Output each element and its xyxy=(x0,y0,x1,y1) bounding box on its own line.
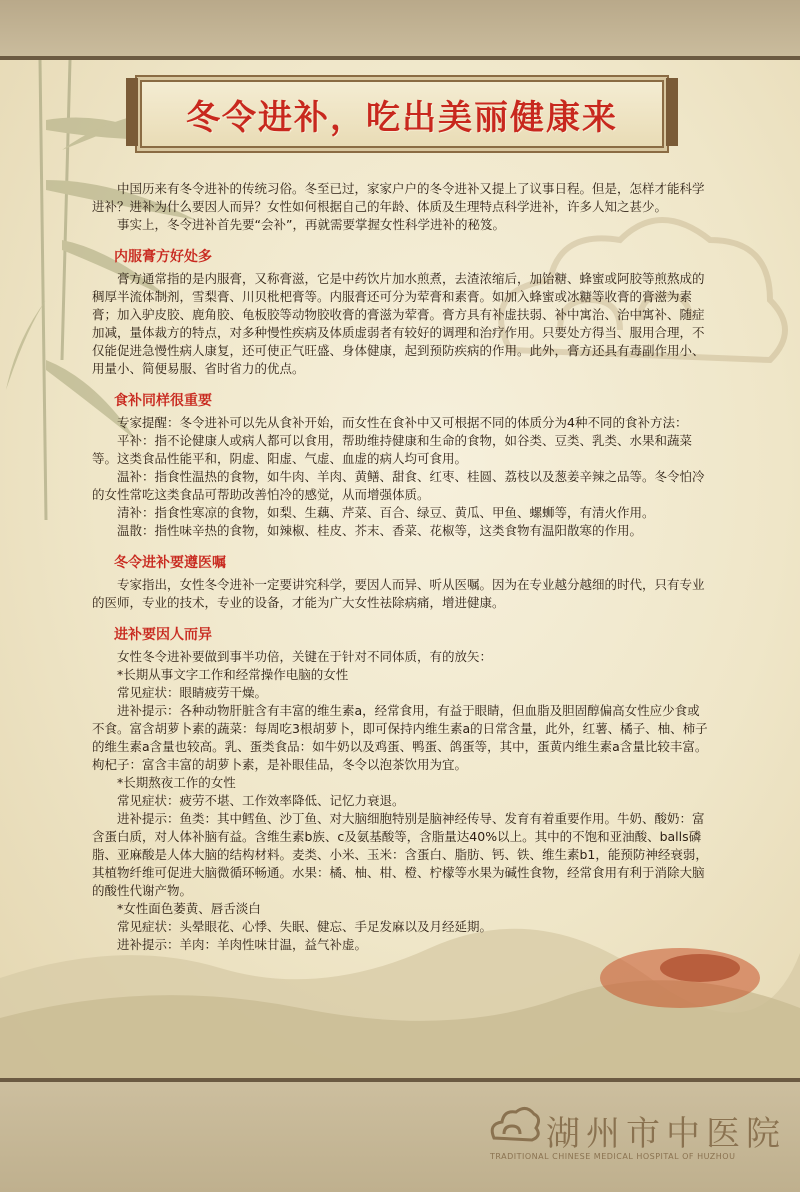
section-paragraph: 膏方通常指的是内服膏，又称膏滋，它是中药饮片加水煎煮，去渣浓缩后，加饴糖、蜂蜜或阿胶等煎熬成的稠厚半流体制剂，雪梨膏、川贝枇杷膏等。内服膏还可分为荤膏和素膏。如加入蜂蜜或冰糖等收膏的膏滋为素膏；加入驴皮胶、鹿角胶、龟板胶等动物胶收膏的膏滋为荤膏。膏方具有补虚扶弱、补中寓治、治中寓补、随症加减，量体裁方的特点，对多种慢性疾病及体质虚弱者有较好的调理和治疗作用。只要处方得当、服用合理，不仅能促进急慢性病人康复，还可使正气旺盛、身体健康，起到预防疾病的作用。此外，膏方还具有毒副作用小、用量小、简便易服、省时省力的优点。 xyxy=(92,271,705,376)
intro-paragraph: 事实上，冬令进补首先要“会补”，再就需要掌握女性科学进补的秘笈。 xyxy=(117,217,505,232)
section-heading: 食补同样很重要 xyxy=(114,393,212,409)
section-paragraph: 进补提示：各种动物肝脏含有丰富的维生素a，经常食用，有益于眼睛，但血脂及胆固醇偏高女性应少食或不食。富含胡萝卜素的蔬菜：每周吃3根胡萝卜，即可保持内维生素a的日常含量，此外，红薯、橘子、柚、柿子的维生素a含量也较高。乳、蛋类食品：如牛奶以及鸡蛋、鸭蛋、鸽蛋等，其中，蛋黄内维生素a含量比较丰富。枸杞子：富含丰富的胡萝卜素，是补眼佳品，冬令以泡茶饮用为宜。 xyxy=(92,703,708,772)
section-paragraph: *长期从事文字工作和经常操作电脑的女性 xyxy=(117,667,349,682)
section-paragraph: 专家指出，女性冬令进补一定要讲究科学，要因人而异、听从医嘱。因为在专业越分越细的时代，只有专业的医师，专业的技术，专业的设备，才能为广大女性祛除病痛，增进健康。 xyxy=(92,577,705,610)
section-paragraph: *长期熬夜工作的女性 xyxy=(117,775,236,790)
section-heading: 冬令进补要遵医嘱 xyxy=(114,555,226,571)
intro-paragraph: 中国历来有冬令进补的传统习俗。冬至已过，家家户户的冬令进补又提上了议事日程。但是，怎样才能科学进补？进补为什么要因人而异？女性如何根据自己的年龄、体质及生理特点科学进补，许多人知之甚少。 xyxy=(92,181,705,214)
article-body xyxy=(92,180,712,954)
section-paragraph: 常见症状：头晕眼花、心悸、失眠、健忘、手足发麻以及月经延期。 xyxy=(117,919,493,934)
section-heading: 进补要因人而异 xyxy=(114,627,212,643)
hospital-name-cn: 湖州市中医院 xyxy=(546,1114,786,1154)
top-border-band xyxy=(0,0,800,60)
section-heading: 内服膏方好处多 xyxy=(114,249,212,265)
section-paragraph: *女性面色萎黄、唇舌淡白 xyxy=(117,901,261,916)
section-paragraph: 进补提示：羊肉：羊肉性味甘温，益气补虚。 xyxy=(117,937,368,952)
hospital-logo xyxy=(488,1100,788,1160)
page-title: 冬令进补，吃出美丽健康来 xyxy=(186,97,618,138)
scroll-cap-right xyxy=(666,78,678,146)
hospital-name-en: TRADITIONAL CHINESE MEDICAL HOSPITAL OF HUZHOU xyxy=(490,1152,736,1161)
title-banner xyxy=(140,80,664,148)
scroll-cap-left xyxy=(126,78,138,146)
section-paragraph: 常见症状：眼睛疲劳干燥。 xyxy=(117,685,268,700)
section-paragraph: 温补：指食性温热的食物，如牛肉、羊肉、黄鳝、甜食、红枣、桂圆、荔枝以及葱姜辛辣之品等。冬令怕冷的女性常吃这类食品可帮助改善怕冷的感觉，从而增强体质。 xyxy=(92,469,705,502)
section-paragraph: 清补：指食性寒凉的食物，如梨、生藕、芹菜、百合、绿豆、黄瓜、甲鱼、螺蛳等，有清火作用。 xyxy=(117,505,655,520)
section-paragraph: 女性冬令进补要做到事半功倍，关键在于针对不同体质，有的放矢： xyxy=(117,649,493,664)
section-paragraph: 温散：指性味辛热的食物，如辣椒、桂皮、芥末、香菜、花椒等，这类食物有温阳散寒的作用。 xyxy=(117,523,643,538)
cloud-emblem-icon xyxy=(488,1106,540,1148)
section-paragraph: 专家提醒：冬令进补可以先从食补开始，而女性在食补中又可根据不同的体质分为4种不同的食补方法： xyxy=(117,415,688,430)
poster-panel xyxy=(0,60,800,1078)
section-paragraph: 平补：指不论健康人或病人都可以食用，帮助维持健康和生命的食物，如谷类、豆类、乳类、水果和蔬菜等。这类食品性能平和，阴虚、阳虚、气虚、血虚的病人均可食用。 xyxy=(92,433,693,466)
section-paragraph: 进补提示：鱼类：其中鳕鱼、沙丁鱼、对大脑细胞特别是脑神经传导、发育有着重要作用。牛奶、酸奶：富含蛋白质，对人体补脑有益。含维生素b族、c及氨基酸等，含脂量达40%以上。其中的不饱和亚油酸、balls磷脂、亚麻酸是人体大脑的结构材料。麦类、小米、玉米：含蛋白、脂肪、钙、铁、维生素b1，能预防神经衰弱，其植物纤维可促进大脑微循环畅通。水果：橘、柚、柑、橙、柠檬等水果为碱性食物，经常食用有利于消除大脑的酸性代谢产物。 xyxy=(92,811,708,898)
section-paragraph: 常见症状：疲劳不堪、工作效率降低、记忆力衰退。 xyxy=(117,793,405,808)
